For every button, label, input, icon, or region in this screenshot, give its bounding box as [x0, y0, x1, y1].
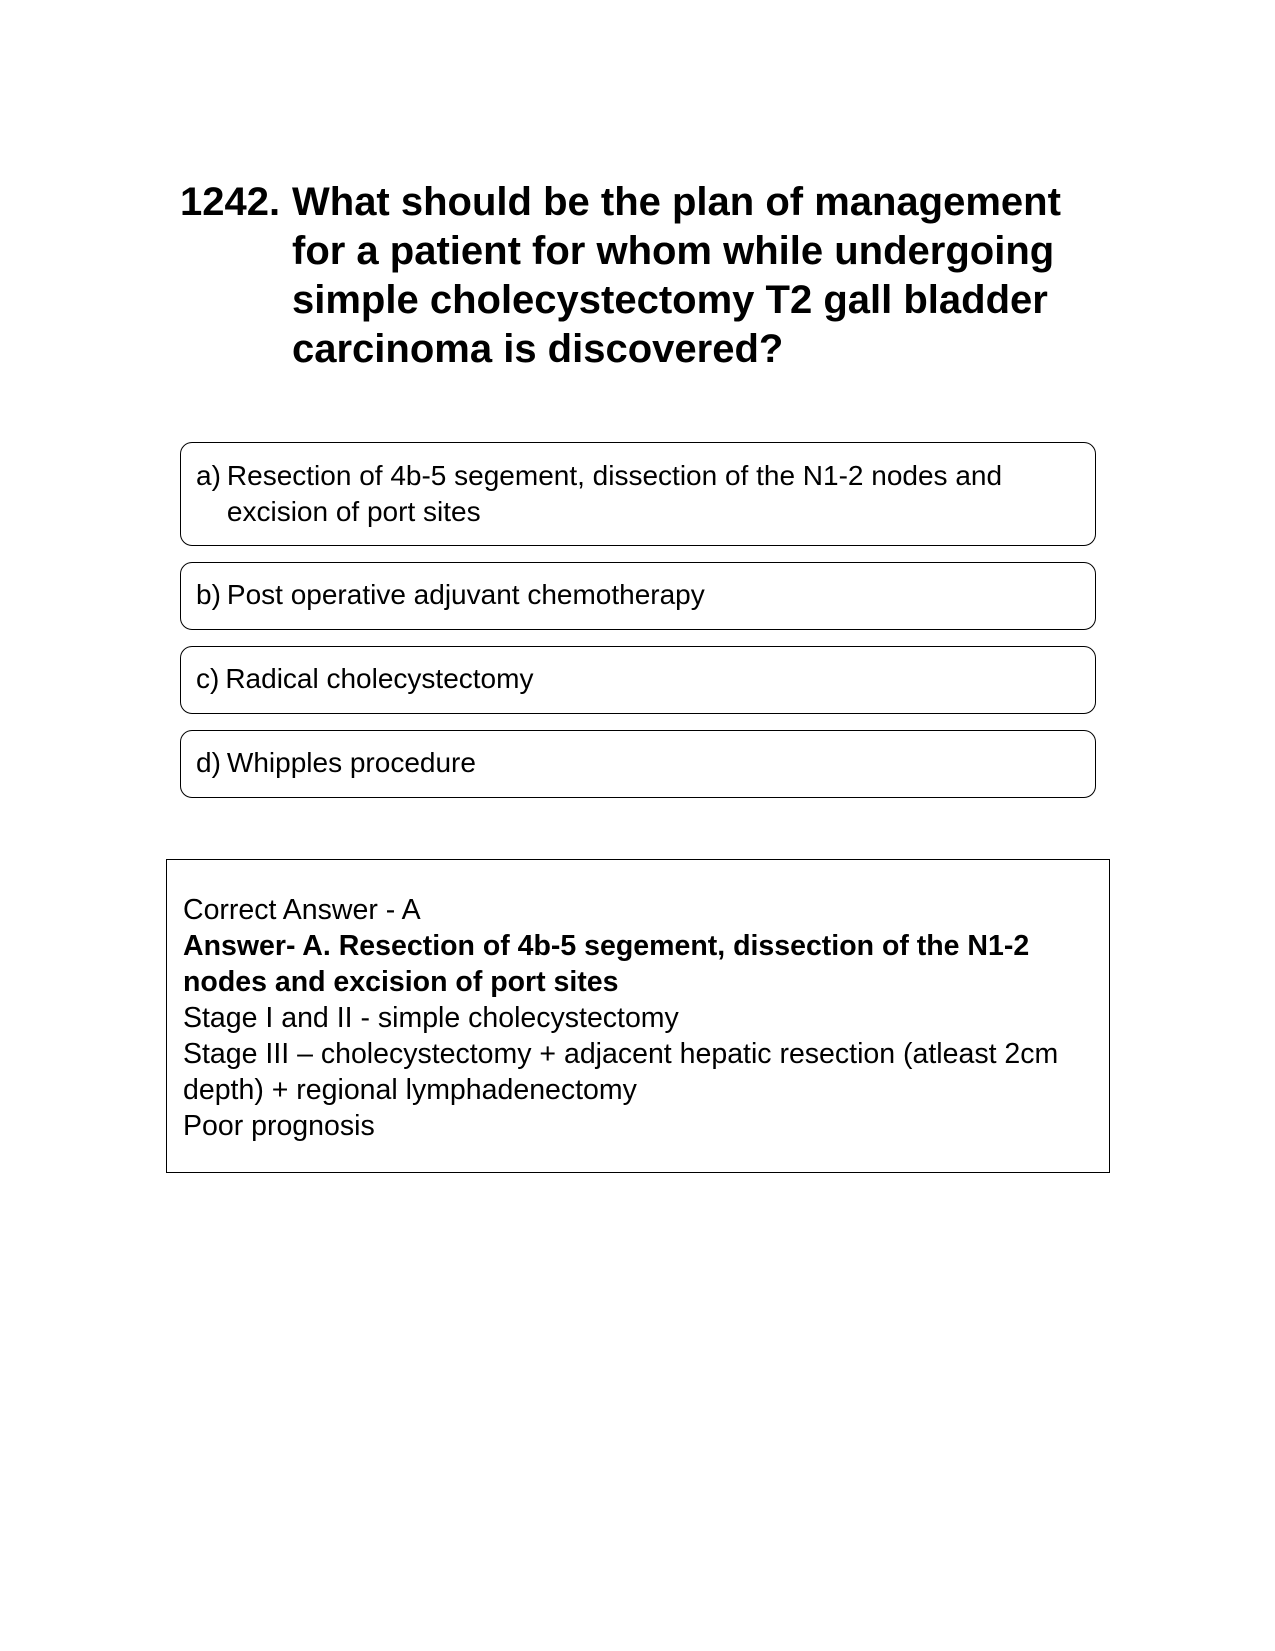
- option-text: Post operative adjuvant chemotherapy: [226, 579, 705, 610]
- answer-line-stage-1-2: Stage I and II - simple cholecystectomy: [183, 1002, 679, 1034]
- option-c[interactable]: [180, 646, 1096, 714]
- option-text: Radical cholecystectomy: [225, 663, 534, 694]
- option-b[interactable]: [180, 562, 1096, 630]
- option-text: Resection of 4b-5 segement, dissection of the N1-2 nodes and excision of port sites: [226, 460, 1003, 527]
- answer-explanation-title: Answer- A. Resection of 4b-5 segement, dissection of the N1-2 nodes and excision of port sites: [183, 930, 1030, 998]
- answer-line-stage-3: Stage III – cholecystectomy + adjacent hepatic resection (atleast 2cm depth) + regional lymphadenectomy: [183, 1038, 1059, 1106]
- option-letter: b): [196, 579, 221, 610]
- answer-box: [166, 859, 1110, 1173]
- option-letter: d): [196, 747, 221, 778]
- option-text: Whipples procedure: [226, 747, 476, 778]
- question: [180, 178, 1080, 374]
- options-list: [180, 442, 1096, 814]
- question-number: 1242.: [180, 180, 281, 224]
- question-text: What should be the plan of management for a patient for whom while undergoing simple cholecystectomy T2 gall bladder carcinoma is discovered?: [292, 180, 1061, 371]
- option-d[interactable]: [180, 730, 1096, 798]
- correct-answer: Correct Answer - A: [183, 894, 421, 926]
- answer-line-prognosis: Poor prognosis: [183, 1110, 375, 1142]
- option-a[interactable]: [180, 442, 1096, 546]
- option-letter: a): [196, 460, 221, 491]
- option-letter: c): [196, 663, 220, 694]
